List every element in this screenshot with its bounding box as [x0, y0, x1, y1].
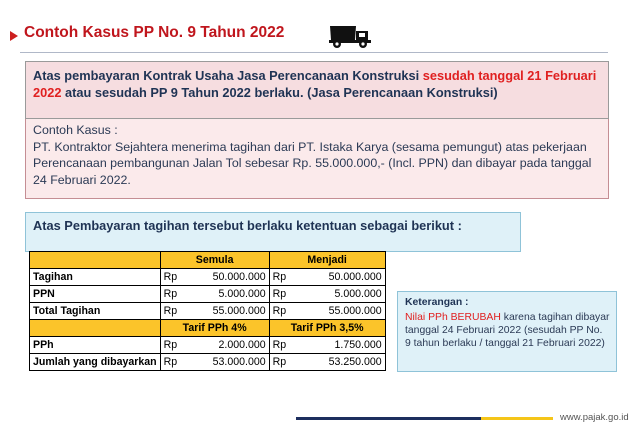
case-header	[25, 61, 609, 119]
row-label: PPh	[30, 337, 161, 354]
row-label: Tagihan	[30, 269, 161, 286]
value-cell: 5.000.000	[315, 286, 385, 303]
note-title: Keterangan :	[405, 297, 469, 308]
value-cell: 55.000.000	[315, 303, 385, 320]
table-header-row	[30, 252, 386, 269]
tariff-header-new: Tarif PPh 3,5%	[269, 320, 385, 337]
footer-bar-yellow	[481, 417, 553, 420]
currency-cell: Rp	[160, 286, 200, 303]
case-header-text	[33, 67, 601, 101]
table-row	[30, 337, 386, 354]
footer-site: www.pajak.go.id	[560, 412, 629, 423]
table-header-menjadi: Menjadi	[269, 252, 385, 269]
provision-box	[25, 212, 521, 252]
dump-truck-icon	[328, 23, 374, 49]
note-body: karena tagihan dibayar tanggal 24 Februari 2022 (sesudah PP No. 9 tahun berlaku / tanggal 21 Februari 2022)	[405, 312, 610, 349]
currency-cell: Rp	[160, 269, 200, 286]
table-row	[30, 354, 386, 371]
calculation-table	[29, 251, 386, 371]
note-box	[397, 291, 617, 372]
table-header-semula: Semula	[160, 252, 269, 269]
title-arrow-icon	[10, 31, 18, 41]
value-cell: 50.000.000	[315, 269, 385, 286]
tariff-header-old: Tarif PPh 4%	[160, 320, 269, 337]
row-label: PPN	[30, 286, 161, 303]
row-label: Total Tagihan	[30, 303, 161, 320]
case-header-date: sesudah tanggal 21 Februari 2022	[33, 68, 597, 100]
case-title: Contoh Kasus :	[33, 123, 118, 137]
table-row	[30, 303, 386, 320]
table-row	[30, 269, 386, 286]
table-row	[30, 286, 386, 303]
case-body-text	[33, 122, 603, 188]
value-cell: 2.000.000	[200, 337, 269, 354]
value-cell: 5.000.000	[200, 286, 269, 303]
note-text	[405, 311, 611, 350]
currency-cell: Rp	[269, 269, 315, 286]
value-cell: 50.000.000	[200, 269, 269, 286]
tariff-header-blank	[30, 320, 161, 337]
currency-cell: Rp	[160, 337, 200, 354]
table-header-blank	[30, 252, 161, 269]
row-label: Jumlah yang dibayarkan	[30, 354, 161, 371]
case-description: PT. Kontraktor Sejahtera menerima tagihan dari PT. Istaka Karya (sesama pemungut) atas pekerjaan Perencanaan pembangunan Jalan Tol sebesar Rp. 55.000.000,- (Incl. PPN) dan dibayar pada tanggal 24 Februari 2022.	[33, 139, 592, 187]
currency-cell: Rp	[160, 303, 200, 320]
case-header-part1: Atas pembayaran Kontrak Usaha Jasa Perencanaan Konstruksi	[33, 68, 423, 83]
currency-cell: Rp	[269, 354, 315, 371]
case-header-part2: atau sesudah PP 9 Tahun 2022 berlaku. (Jasa Perencanaan Konstruksi)	[61, 85, 498, 100]
footer-bar-navy	[296, 417, 481, 420]
case-body	[25, 119, 609, 199]
value-cell: 53.250.000	[315, 354, 385, 371]
note-highlight: Nilai PPh BERUBAH	[405, 312, 501, 323]
title-divider	[20, 52, 608, 53]
currency-cell: Rp	[269, 337, 315, 354]
table-tariff-row	[30, 320, 386, 337]
currency-cell: Rp	[160, 354, 200, 371]
value-cell: 55.000.000	[200, 303, 269, 320]
provision-text: Atas Pembayaran tagihan tersebut berlaku ketentuan sebagai berikut :	[33, 218, 462, 233]
page-title: Contoh Kasus PP No. 9 Tahun 2022	[24, 24, 285, 41]
currency-cell: Rp	[269, 303, 315, 320]
value-cell: 53.000.000	[200, 354, 269, 371]
currency-cell: Rp	[269, 286, 315, 303]
value-cell: 1.750.000	[315, 337, 385, 354]
